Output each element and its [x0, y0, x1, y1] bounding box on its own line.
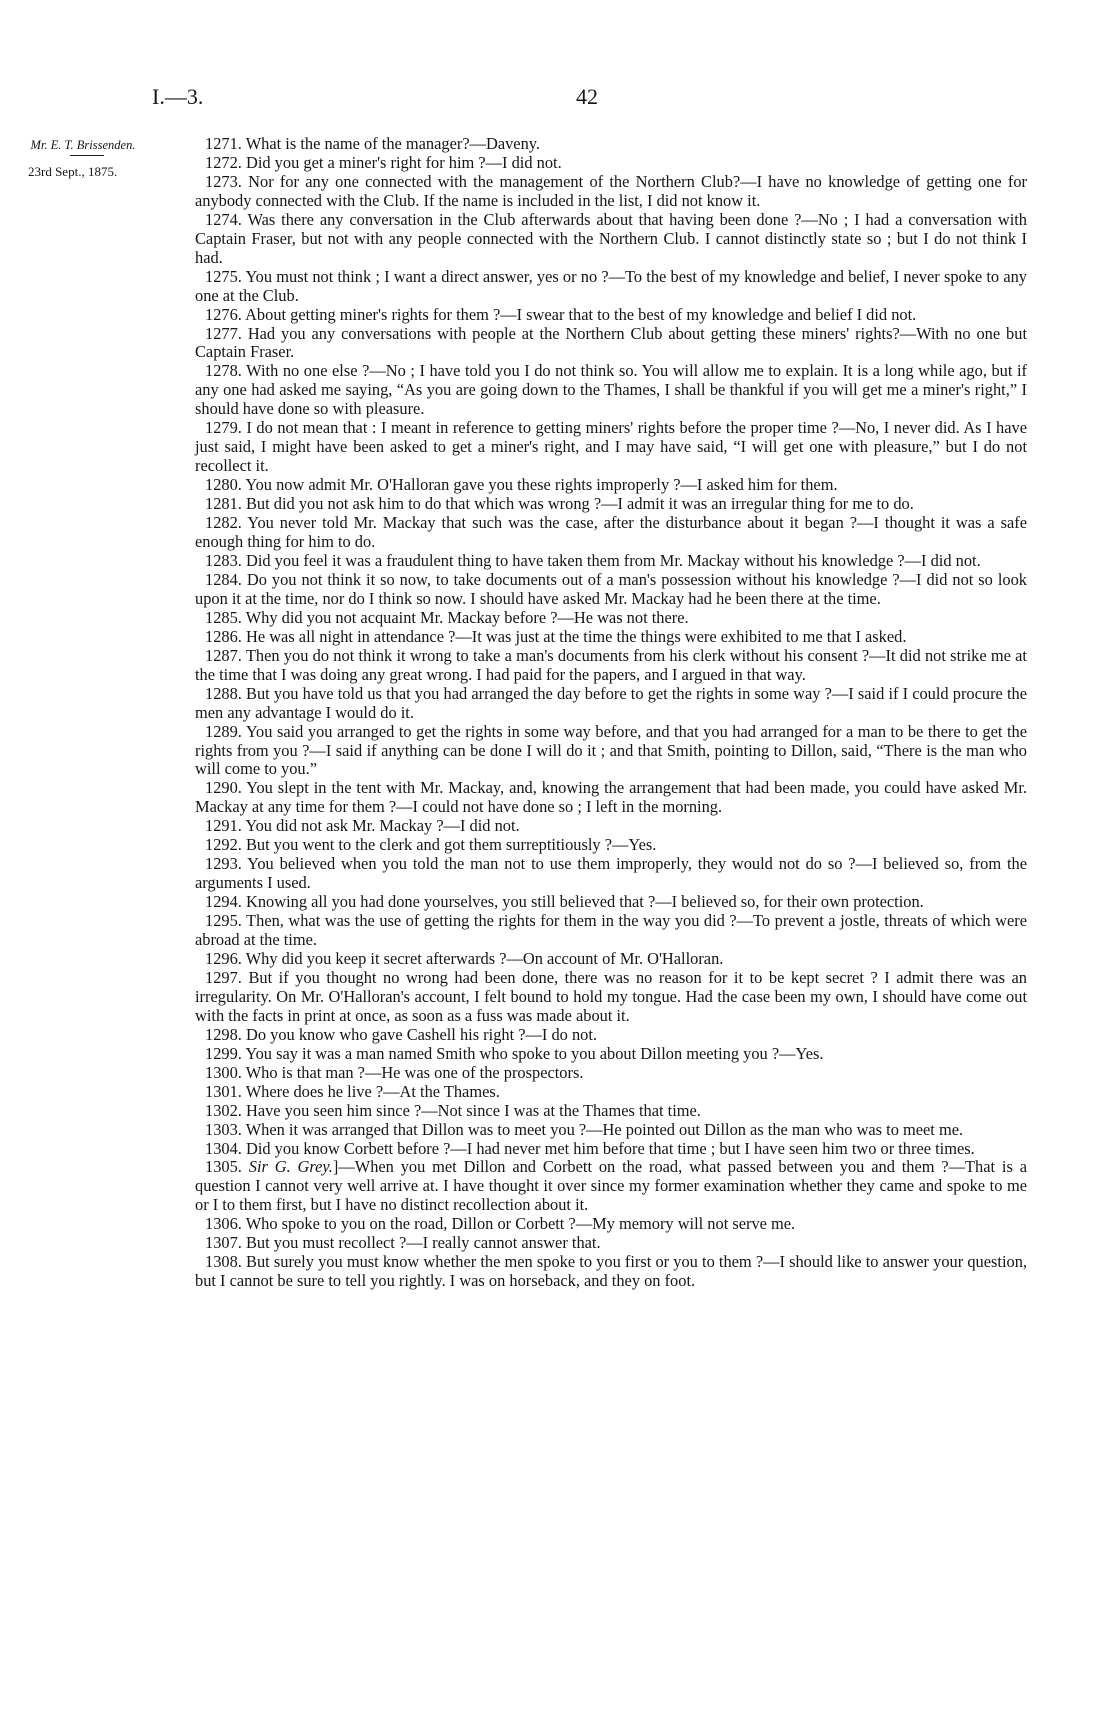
entry-text: Then you do not think it wrong to take a man's documents from his clerk without his consent ?—It did not strike me at the time that I was doing any great wrong. I had paid for the papers, and I argued in that way.	[195, 645, 1027, 684]
examination-date: 23rd Sept., 1875.	[28, 164, 118, 179]
testimony-entry	[195, 362, 1027, 419]
question-number: 1304.	[205, 1138, 242, 1158]
testimony-entry	[195, 325, 1027, 363]
entry-text: Then, what was the use of getting the rights for them in the way you did ?—To prevent a jostle, threats of which were abroad at the time.	[195, 911, 1027, 950]
testimony-entry	[195, 1102, 1027, 1121]
witness-name: Mr. E. T. Brissenden.	[30, 138, 136, 152]
question-number: 1292.	[205, 835, 242, 855]
entry-text: He was all night in attendance ?—It was just at the time the things were exhibited to me that I asked.	[246, 626, 907, 646]
entry-text: Where does he live ?—At the Thames.	[245, 1081, 500, 1101]
question-number: 1296.	[205, 948, 242, 968]
question-number: 1295.	[205, 911, 242, 931]
entry-text: Was there any conversation in the Club afterwards about that having been done ?—No ; I had a conversation with Captain Fraser, but not with any people connected with the Northern Club. I cannot distinctly state so ; but I do not think I had.	[195, 209, 1027, 267]
testimony-entry	[195, 552, 1027, 571]
question-number: 1279.	[205, 418, 242, 438]
question-number: 1291.	[205, 816, 242, 836]
entry-text: About getting miner's rights for them ?—I swear that to the best of my knowledge and belief I did not.	[245, 304, 917, 324]
testimony-entry	[195, 571, 1027, 609]
entry-text: Do you not think it so now, to take documents out of a man's possession without his knowledge ?—I did not so look upon it at the time, nor do I think so now. I should have asked Mr. Mackay had he been there at the time.	[195, 569, 1027, 608]
entry-text: You slept in the tent with Mr. Mackay, and, knowing the arrangement that had been made, you could have asked Mr. Mackay at any time for them ?—I could not have done so ; I left in the morning.	[195, 778, 1027, 817]
entry-text: But you have told us that you had arranged the day before to get the rights in some way ?—I said if I could procure the men any advantage I would do it.	[195, 683, 1027, 722]
testimony-entry	[195, 1026, 1027, 1045]
testimony-entry	[195, 628, 1027, 647]
question-number: 1277.	[205, 323, 242, 343]
testimony-entry	[195, 1253, 1027, 1291]
entry-text: But surely you must know whether the men spoke to you first or you to them ?—I should like to answer your question, but I cannot be sure to tell you rightly. I was on horseback, and they on foot.	[195, 1252, 1027, 1291]
entry-text: You now admit Mr. O'Halloran gave you these rights improperly ?—I asked him for them.	[245, 475, 838, 495]
question-number: 1285.	[205, 607, 242, 627]
testimony-entry	[195, 173, 1027, 211]
question-number: 1300.	[205, 1062, 242, 1082]
question-number: 1299.	[205, 1043, 242, 1063]
page-header	[0, 84, 1114, 114]
testimony-body	[195, 135, 1027, 1291]
question-number: 1290.	[205, 778, 242, 798]
entry-text: Why did you not acquaint Mr. Mackay before ?—He was not there.	[245, 607, 689, 627]
entry-text: But if you thought no wrong had been done, there was no reason for it to be kept secret ? I admit there was an irregularity. On Mr. O'Halloran's account, I felt bound to hold my tongue. Had the case been my own, I should have come out with the facts in print at once, as soon as a fuss was made about it.	[195, 967, 1027, 1025]
testimony-entry	[195, 495, 1027, 514]
question-number: 1305.	[205, 1157, 242, 1177]
entry-text: But you went to the clerk and got them surreptitiously ?—Yes.	[246, 835, 657, 855]
question-number: 1276.	[205, 304, 242, 324]
question-number: 1306.	[205, 1214, 242, 1234]
question-number: 1307.	[205, 1233, 242, 1253]
entry-text: But you must recollect ?—I really cannot answer that.	[246, 1233, 601, 1253]
entry-text: ]—When you met Dillon and Corbett on the road, what passed between you and them ?—That is a question I cannot very well arrive at. I have thought it over since my former examination whether they came and spoke to me or I to them first, but I have no distinct recollection about it.	[195, 1157, 1027, 1215]
question-number: 1303.	[205, 1119, 242, 1139]
testimony-entry	[195, 514, 1027, 552]
entry-text: You say it was a man named Smith who spoke to you about Dillon meeting you ?—Yes.	[245, 1043, 824, 1063]
testimony-entry	[195, 1083, 1027, 1102]
testimony-entry	[195, 647, 1027, 685]
question-number: 1287.	[205, 645, 242, 665]
testimony-entry	[195, 685, 1027, 723]
testimony-entry	[195, 817, 1027, 836]
question-number: 1286.	[205, 626, 242, 646]
entry-text: Knowing all you had done yourselves, you still believed that ?—I believed so, for their own protection.	[246, 892, 924, 912]
testimony-entry	[195, 855, 1027, 893]
entry-text: Who spoke to you on the road, Dillon or Corbett ?—My memory will not serve me.	[245, 1214, 796, 1234]
testimony-entry	[195, 1045, 1027, 1064]
testimony-entry	[195, 1215, 1027, 1234]
entry-text: Have you seen him since ?—Not since I was at the Thames that time.	[246, 1100, 701, 1120]
page-number: 42	[576, 84, 598, 109]
speaker-name: Sir G. Grey.	[248, 1157, 333, 1177]
testimony-entry	[195, 893, 1027, 912]
testimony-entry	[195, 950, 1027, 969]
entry-text: Did you get a miner's right for him ?—I did not.	[246, 152, 562, 172]
testimony-entry	[195, 419, 1027, 476]
question-number: 1272.	[205, 152, 242, 172]
entry-text: Did you feel it was a fraudulent thing to have taken them from Mr. Mackay without his knowledge ?—I did not.	[246, 550, 981, 570]
question-number: 1282.	[205, 513, 242, 533]
entry-text: You said you arranged to get the rights in some way before, and that you had arranged for a man to be there to get the rights from you ?—I said if anything can be done I will do it ; and that Smith, pointing to Dillon, said, “There is the man who will come to you.”	[195, 721, 1027, 779]
question-number: 1278.	[205, 361, 242, 381]
entry-text: Why did you keep it secret afterwards ?—On account of Mr. O'Halloran.	[245, 948, 724, 968]
question-number: 1271.	[205, 134, 242, 153]
testimony-entry	[195, 836, 1027, 855]
testimony-entry	[195, 154, 1027, 173]
entry-text: What is the name of the manager?—Daveny.	[245, 134, 541, 153]
entry-text: With no one else ?—No ; I have told you I do not think so. You will allow me to explain. It is a long while ago, but if any one had asked me saying, “As you are going down to the Thames, I shall be thankful if you will get me a miner's right,” I should have done so with pleasure.	[195, 361, 1028, 419]
question-number: 1289.	[205, 721, 242, 741]
question-number: 1274.	[205, 209, 242, 229]
question-number: 1308.	[205, 1252, 242, 1272]
entry-text: Nor for any one connected with the management of the Northern Club?—I have no knowledge of getting one for anybody connected with the Club. If the name is included in the list, I did not know it.	[195, 171, 1027, 210]
entry-text: You must not think ; I want a direct answer, yes or no ?—To the best of my knowledge and belief, I never spoke to any one at the Club.	[195, 266, 1027, 305]
testimony-entry	[195, 211, 1027, 268]
question-number: 1297.	[205, 967, 242, 987]
question-number: 1280.	[205, 475, 242, 495]
testimony-entry	[195, 306, 1027, 325]
entry-text: Who is that man ?—He was one of the prospectors.	[245, 1062, 584, 1082]
question-number: 1293.	[205, 854, 242, 874]
question-number: 1298.	[205, 1024, 242, 1044]
question-number: 1273.	[205, 171, 242, 191]
testimony-entry	[195, 1064, 1027, 1083]
testimony-entry	[195, 969, 1027, 1026]
testimony-entry	[195, 1121, 1027, 1140]
testimony-entry	[195, 723, 1027, 780]
question-number: 1301.	[205, 1081, 242, 1101]
document-reference: I.—3.	[152, 84, 204, 109]
testimony-entry	[195, 135, 1027, 154]
question-number: 1294.	[205, 892, 242, 912]
question-number: 1302.	[205, 1100, 242, 1120]
testimony-entry	[195, 268, 1027, 306]
margin-rule	[70, 155, 104, 156]
question-number: 1288.	[205, 683, 242, 703]
testimony-entry	[195, 476, 1027, 495]
entry-text: You never told Mr. Mackay that such was the case, after the disturbance about it began ?—I thought it was a safe enough thing for him to do.	[195, 513, 1027, 552]
entry-text: You believed when you told the man not to use them improperly, they would not do so ?—I believed so, from the arguments I used.	[195, 854, 1028, 893]
entry-text: You did not ask Mr. Mackay ?—I did not.	[245, 816, 520, 836]
question-number: 1283.	[205, 550, 242, 570]
testimony-entry	[195, 609, 1027, 628]
entry-text: I do not mean that : I meant in reference to getting miners' rights before the proper time ?—No, I never did. As I have just said, I might have been asked to get a miner's right, and I may have said, “I will get one with pleasure,” but I do not recollect it.	[195, 418, 1027, 476]
testimony-entry	[195, 1158, 1027, 1215]
question-number: 1281.	[205, 494, 242, 514]
testimony-entry	[195, 912, 1027, 950]
testimony-entry	[195, 1140, 1027, 1159]
margin-note	[28, 137, 168, 180]
entry-text: Had you any conversations with people at the Northern Club about getting these miners' rights?—With no one but Captain Fraser.	[195, 323, 1027, 362]
entry-text: But did you not ask him to do that which was wrong ?—I admit it was an irregular thing for me to do.	[246, 494, 914, 514]
entry-text: When it was arranged that Dillon was to meet you ?—He pointed out Dillon as the man who was to meet me.	[245, 1119, 964, 1139]
question-number: 1275.	[205, 266, 242, 286]
entry-text: Do you know who gave Cashell his right ?—I do not.	[246, 1024, 597, 1044]
testimony-entry	[195, 779, 1027, 817]
question-number: 1284.	[205, 569, 242, 589]
entry-text: Did you know Corbett before ?—I had never met him before that time ; but I have seen him two or three times.	[246, 1138, 975, 1158]
testimony-entry	[195, 1234, 1027, 1253]
